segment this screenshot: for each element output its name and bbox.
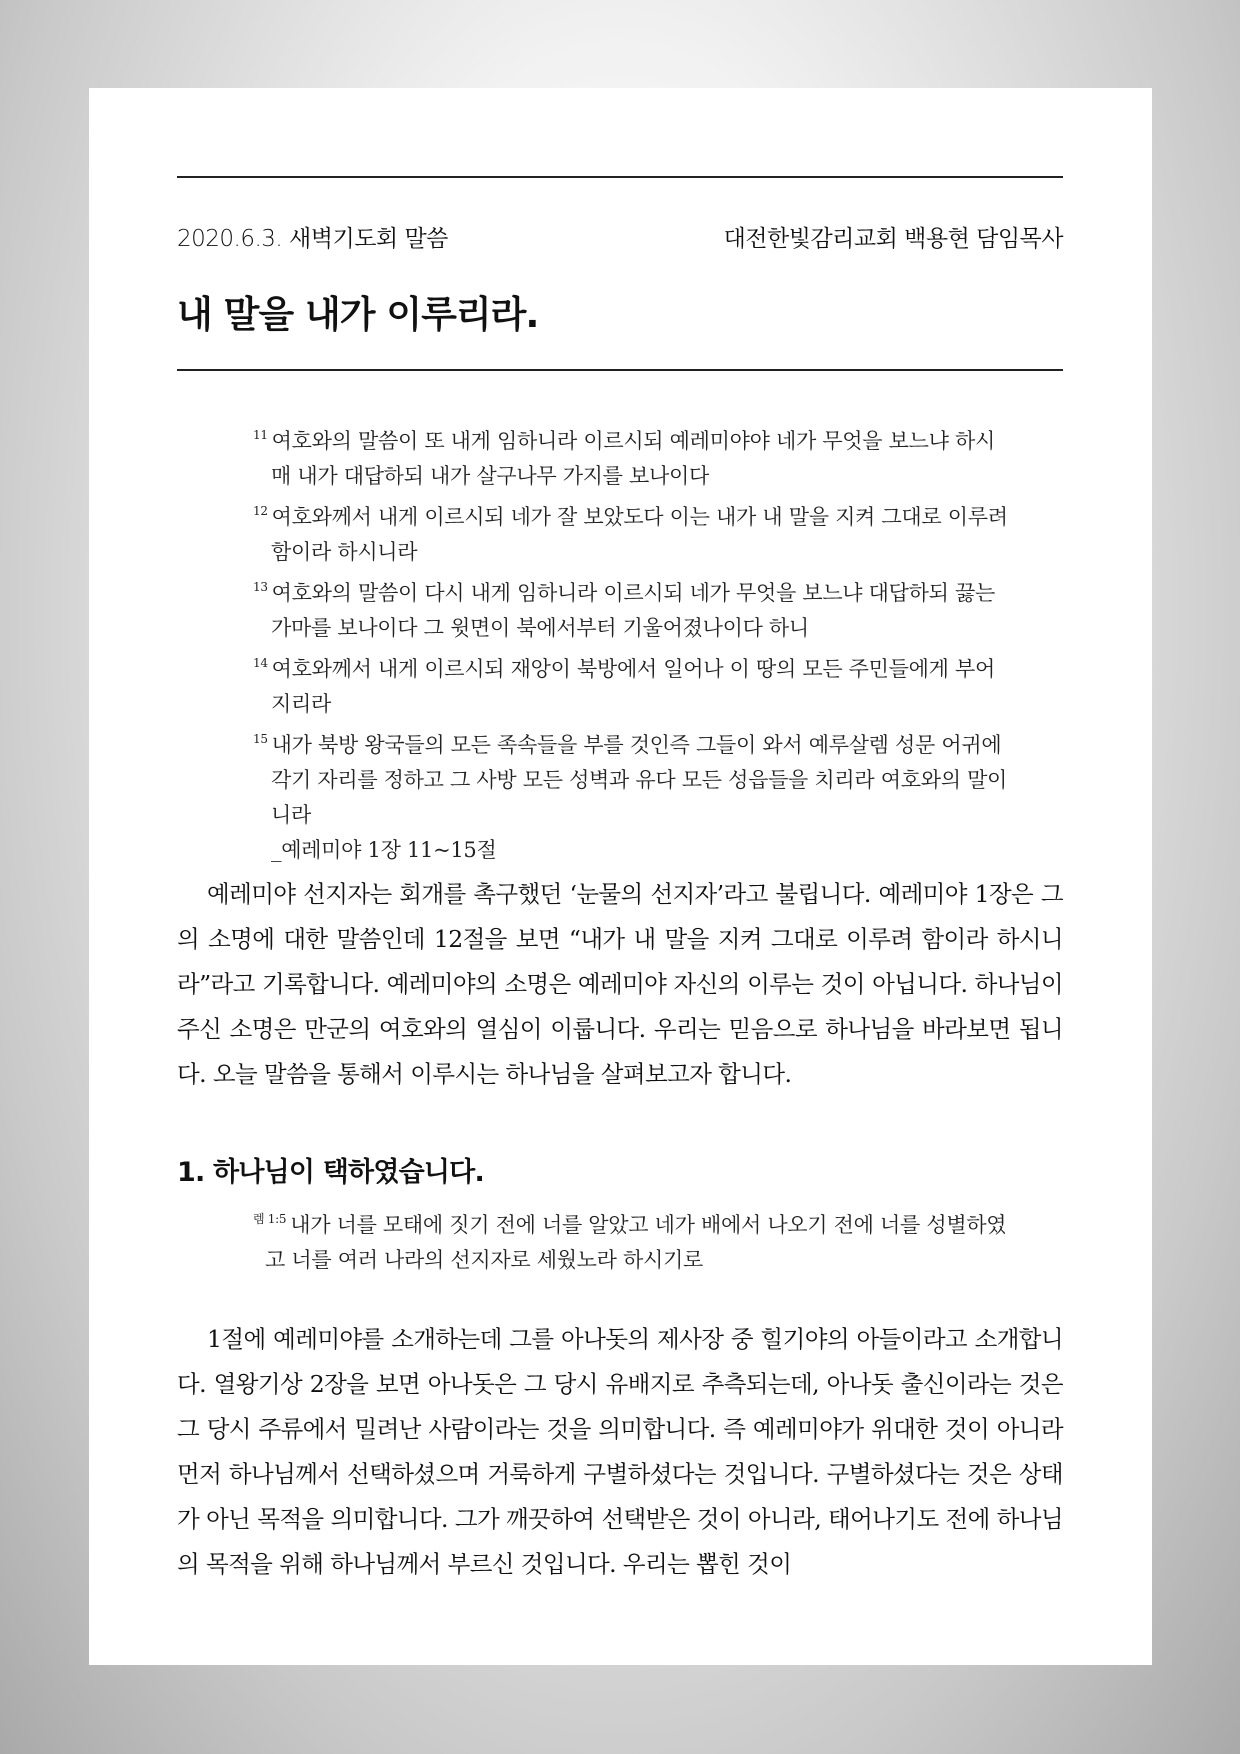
paragraph-intro-text: 예레미야 선지자는 회개를 촉구했던 ‘눈물의 선지자’라고 불립니다. 예레미야 1장은 그의 소명에 대한 말씀인데 12절을 보면 “내가 내 말을 지켜 그대로 이루려 함이라 하시니라”라고 기록합니다. 예레미야의 소명은 예레미야 자신의 이루는 것이 아닙니다. 하나님이 주신 소명은 만군의 여호와의 열심이 이룹니다. 우리는 믿음으로 하나님을 바라보면 됩니다. 오늘 말씀을 통해서 이루시는 하나님을 살펴보고자 합니다. [177,880,1063,1088]
verse-text: 내가 북방 왕국들의 모든 족속들을 부를 것인즉 그들이 와서 예루살렘 성문 어귀에 각기 자리를 정하고 그 사방 모든 성벽과 유다 모든 성읍들을 치리라 여호와의 말이니라 [271,733,1008,827]
verse-13 [253,570,1013,646]
verse-14 [253,646,1013,722]
section-heading-1: 1. 하나님이 택하였습니다. [177,1157,484,1188]
scripture-block [253,418,1013,868]
verse-number: 12 [253,504,268,518]
verse-11 [253,418,1013,494]
verse-12 [253,494,1013,570]
verse-text: 여호와께서 내게 이르시되 재앙이 북방에서 일어나 이 땅의 모든 주민들에게 부어지리라 [271,657,995,716]
section-callout [253,1202,1025,1278]
callout-text: 내가 너를 모태에 짓기 전에 너를 알았고 네가 배에서 나오기 전에 너를 성별하였고 너를 여러 나라의 선지자로 세웠노라 하시기로 [265,1213,1007,1272]
document-page [89,88,1152,1665]
paragraph-intro [177,872,1063,1097]
paragraph-section-1-text: 1절에 예레미야를 소개하는데 그를 아나돗의 제사장 중 힐기야의 아들이라고 소개합니다. 열왕기상 2장을 보면 아나돗은 그 당시 유배지로 추측되는데, 아나돗 출신이라는 것은 그 당시 주류에서 밀려난 사람이라는 것을 의미합니다. 즉 예레미야가 위대한 것이 아니라 먼저 하나님께서 선택하셨으며 거룩하게 구별하셨다는 것입니다. 구별하셨다는 것은 상태가 아닌 목적을 의미합니다. 그가 깨끗하여 선택받은 것이 아니라, 태어나기도 전에 하나님의 목적을 위해 하나님께서 부르신 것입니다. 우리는 뽑힌 것이 [177,1325,1063,1578]
verse-text: 여호와의 말씀이 또 내게 임하니라 이르시되 예레미야야 네가 무엇을 보느냐 하시매 내가 대답하되 내가 살구나무 가지를 보나이다 [271,429,995,488]
sermon-title: 내 말을 내가 이루리라. [177,293,539,336]
verse-text: 여호와께서 내게 이르시되 네가 잘 보았도다 이는 내가 내 말을 지켜 그대로 이루려 함이라 하시니라 [271,505,1008,564]
header-bottom-rule [177,369,1063,371]
church-pastor: 대전한빛감리교회 백용현 담임목사 [723,226,1063,252]
paragraph-section-1 [177,1317,1063,1587]
verse-text: 여호와의 말씀이 다시 내게 임하니라 이르시되 네가 무엇을 보느냐 대답하되 끓는 가마를 보나이다 그 윗면이 북에서부터 기울어졌나이다 하니 [271,581,995,640]
header-meta [177,220,1063,256]
callout-reference: 렘 1:5 [253,1212,287,1226]
verse-number: 14 [253,656,268,670]
verse-number: 15 [253,732,268,746]
service-date: 2020.6.3. 새벽기도회 말씀 [177,226,448,252]
verse-number: 11 [253,428,268,442]
header-top-rule [177,176,1063,178]
scripture-reference: _예레미야 1장 11~15절 [271,838,497,862]
verse-15 [253,722,1013,833]
verse-number: 13 [253,580,268,594]
